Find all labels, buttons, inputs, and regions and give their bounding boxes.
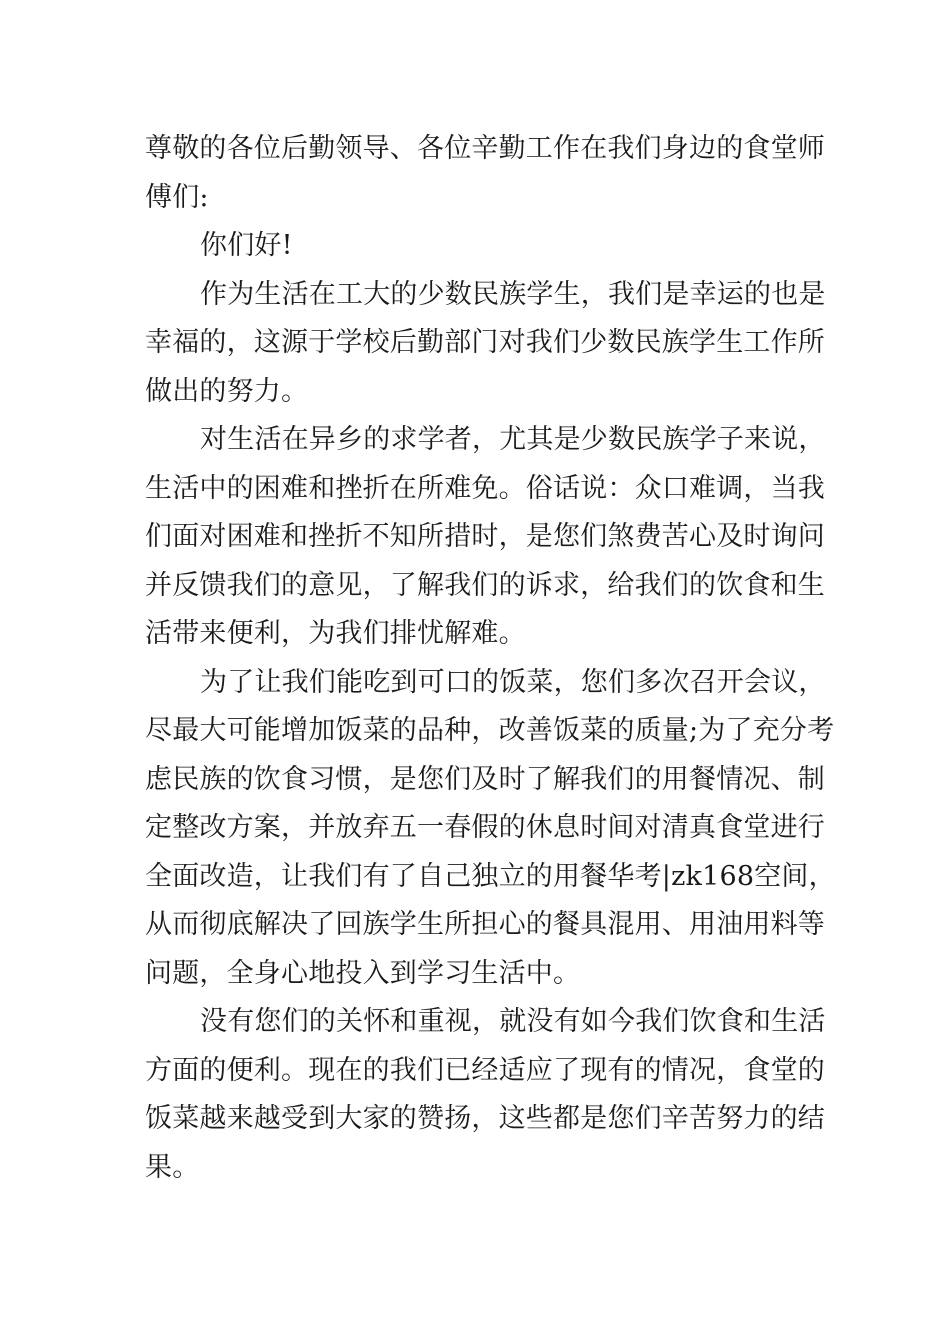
text-line: 幸福的，这源于学校后勤部门对我们少数民族学生工作所 — [145, 327, 825, 358]
text-line: 活带来便利，为我们排忧解难。 — [145, 618, 526, 649]
text-line: 定整改方案，并放弃五一春假的休息时间对清真食堂进行 — [145, 812, 825, 843]
text-line: 为了让我们能吃到可口的饭菜，您们多次召开会议， — [200, 666, 826, 698]
document-page — [145, 125, 836, 1192]
text-line: 从而彻底解决了回族学生所担心的餐具混用、用油用料等 — [145, 909, 825, 940]
text-line: 并反馈我们的意见，了解我们的诉求，给我们的饮食和生 — [145, 569, 825, 601]
text-line: 方面的便利。现在的我们已经适应了现有的情况，食堂的 — [145, 1054, 825, 1086]
text-line: 全面改造，让我们有了自己独立的用餐华考|zk168空间， — [145, 860, 836, 892]
text-line: 尊敬的各位后勤领导、各位辛勤工作在我们身边的食堂师 — [145, 133, 825, 164]
text-line: 们面对困难和挫折不知所措时，是您们煞费苦心及时询问 — [145, 521, 825, 552]
text-line: 作为生活在工大的少数民族学生，我们是幸运的也是 — [200, 278, 826, 310]
salutation-paragraph — [145, 125, 825, 222]
text-line: 没有您们的关怀和重视，就没有如今我们饮食和生活 — [200, 1006, 826, 1037]
text-line: 问题，全身心地投入到学习生活中。 — [145, 957, 581, 989]
body-paragraph-1 — [145, 271, 826, 417]
text-line: 生活中的困难和挫折在所难免。俗话说：众口难调，当我 — [145, 472, 825, 504]
body-paragraph-4 — [145, 998, 826, 1192]
text-line: 虑民族的饮食习惯，是您们及时了解我们的用餐情况、制 — [145, 763, 825, 795]
text-line: 果。 — [145, 1151, 200, 1183]
body-paragraph-3 — [145, 659, 836, 999]
text-line: 傅们: — [145, 181, 209, 213]
body-paragraph-2 — [145, 416, 826, 659]
greeting-paragraph — [145, 222, 805, 271]
text-line: 饭菜越来越受到大家的赞扬，这些都是您们辛苦努力的结 — [145, 1103, 825, 1134]
text-line: 对生活在异乡的求学者，尤其是少数民族学子来说， — [200, 424, 826, 455]
text-line: 你们好! — [200, 230, 293, 261]
text-line: 做出的努力。 — [145, 375, 309, 407]
text-line: 尽最大可能增加饭菜的品种，改善饭菜的质量;为了充分考 — [145, 715, 835, 746]
